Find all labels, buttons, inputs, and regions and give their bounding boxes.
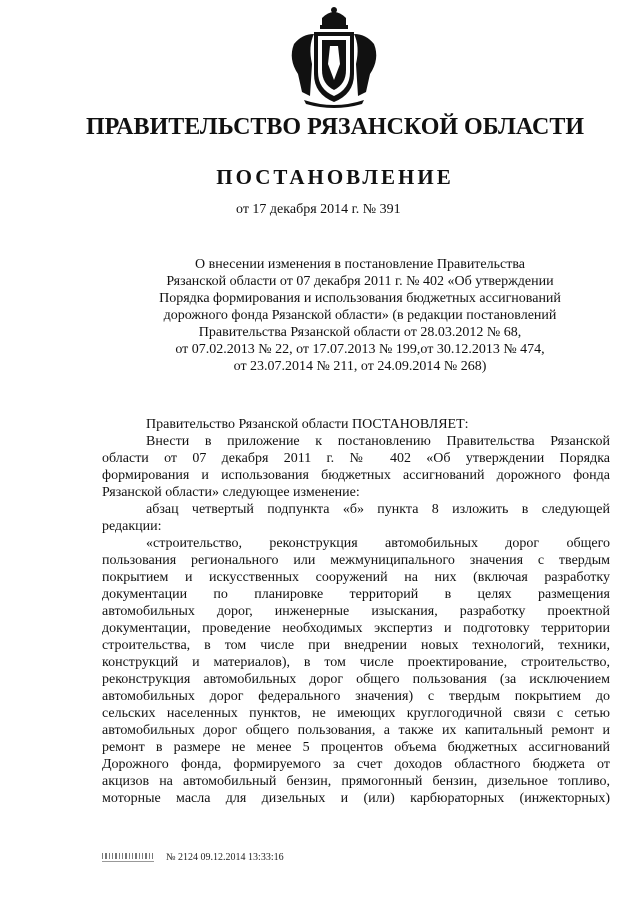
body-line: документации по планировке территорий в целях размещения: [102, 587, 610, 602]
barcode-stamp-icon: [102, 850, 162, 864]
body-line: акцизов на автомобильный бензин, прямогонный бензин, дизельное топливо,: [102, 774, 610, 789]
body-line: конструкций и материалов), в том числе проектирование, строительство,: [102, 655, 610, 670]
subject-line: от 07.02.2013 № 22, от 17.07.2013 № 199,от 30.12.2013 № 474,: [175, 342, 545, 357]
body-line: абзац четвертый подпункта «б» пункта 8 изложить в следующей: [146, 502, 610, 517]
document-type: ПОСТАНОВЛЕНИЕ: [216, 165, 454, 189]
subject-line: Порядка формирования и использования бюджетных ассигнований: [159, 291, 561, 306]
body-line: «строительство, реконструкция автомобильных дорог общего: [146, 536, 610, 551]
registration-footer: [102, 850, 284, 864]
document-subject: [140, 256, 580, 375]
body-line: моторные масла для дизельных и (или) карбюраторных (инжекторных): [102, 791, 610, 806]
body-line: Дорожного фонда, формируемого за счет доходов областного бюджета от: [102, 757, 610, 772]
body-line: автомобильных дорог федерального значения) с твердым покрытием до: [102, 689, 610, 704]
subject-line: О внесении изменения в постановление Правительства: [195, 257, 525, 272]
body-line: реконструкция автомобильных дорог общего пользования (за исключением: [102, 672, 610, 687]
body-line: редакции:: [102, 519, 162, 534]
subject-line: от 23.07.2014 № 211, от 24.09.2014 № 268): [233, 359, 487, 374]
subject-line: Рязанской области от 07 декабря 2011 г. № 402 «Об утверждении: [166, 274, 554, 289]
body-line: ремонт в размере не менее 5 процентов объема бюджетных ассигнований: [102, 740, 610, 755]
body-line: пользования регионального или межмуниципального значения с твердым: [102, 553, 610, 568]
body-line: документации, проведение необходимых экспертиз и подготовку территории: [102, 621, 610, 636]
resolution-statement: Правительство Рязанской области ПОСТАНОВЛЯЕТ:: [146, 417, 469, 432]
registration-number: № 2124 09.12.2014 13:33:16: [166, 851, 284, 863]
body-line: строительства, в том числе при внедрении новых технологий, техники,: [102, 638, 610, 653]
body-line: Рязанской области» следующее изменение:: [102, 485, 360, 500]
body-line: формирования и использования бюджетных ассигнований дорожного фонда: [102, 468, 610, 483]
document-body: [102, 416, 610, 807]
body-line: автомобильных дорог, инженерные изыскания, разработку проектной: [102, 604, 610, 619]
body-line: области от 07 декабря 2011 г. № 402 «Об утверждении Порядка: [102, 451, 610, 466]
subject-line: дорожного фонда Рязанской области» (в редакции постановлений: [163, 308, 557, 323]
body-line: автомобильных дорог общего пользования, а также их капитальный ремонт и: [102, 723, 610, 738]
coat-of-arms-icon: [284, 4, 384, 108]
subject-line: Правительства Рязанской области от 28.03.2012 № 68,: [198, 325, 522, 340]
organization-title: ПРАВИТЕЛЬСТВО РЯЗАНСКОЙ ОБЛАСТИ: [85, 114, 585, 140]
body-line: Внести в приложение к постановлению Правительства Рязанской: [146, 434, 610, 449]
body-line: сельских населенных пунктов, не имеющих круглогодичной связи с сетью: [102, 706, 610, 721]
body-line: покрытием и искусственных сооружений на них (включая разработку: [102, 570, 610, 585]
document-date: от 17 декабря 2014 г. № 391: [236, 202, 401, 217]
